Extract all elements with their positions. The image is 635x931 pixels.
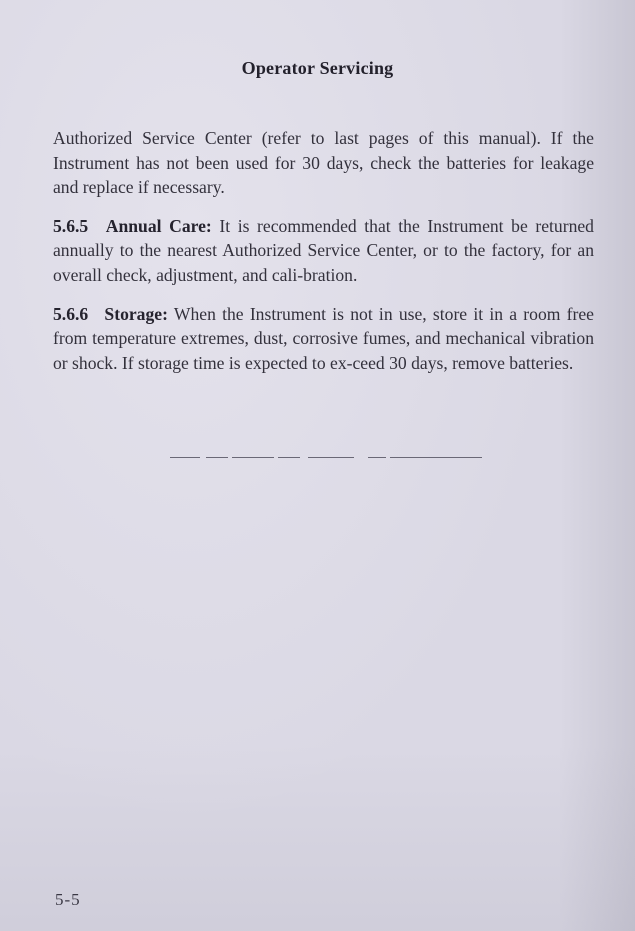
section-title: Storage: (104, 303, 168, 324)
divider-segment (308, 457, 354, 458)
paragraph-text: When the Instrument is not in use, store it in a room free from temperature extremes, dust, corrosive fumes, and mechanical vibration or shock. If storage time is expected to ex-ceed 30 days, remove batteries. (53, 303, 594, 373)
divider-segment (206, 457, 228, 458)
paragraph-continued (53, 126, 594, 200)
divider-segment (368, 457, 386, 458)
section-number: 5.6.6 (53, 303, 89, 324)
divider-segment (278, 457, 300, 458)
paragraph-text: It is recommended that the Instrument be returned annually to the nearest Authorized Service Center, or to the factory, for an overall check, adjustment, and cali-bration. (53, 215, 594, 285)
section-storage (53, 302, 594, 376)
divider-segment (390, 457, 482, 458)
running-head: Operator Servicing (241, 58, 394, 78)
page-number: 5-5 (55, 890, 81, 909)
section-number: 5.6.5 (53, 215, 89, 236)
section-title: Annual Care: (105, 215, 212, 236)
body-text (53, 126, 594, 389)
paragraph-text: Authorized Service Center (refer to last pages of this manual). If the Instrument has not been used for 30 days, check the batteries for leakage and replace if necessary. (53, 128, 594, 198)
divider-segment (232, 457, 274, 458)
divider-segment (170, 457, 200, 458)
section-annual-care (53, 214, 594, 288)
end-of-section-divider (170, 455, 482, 461)
